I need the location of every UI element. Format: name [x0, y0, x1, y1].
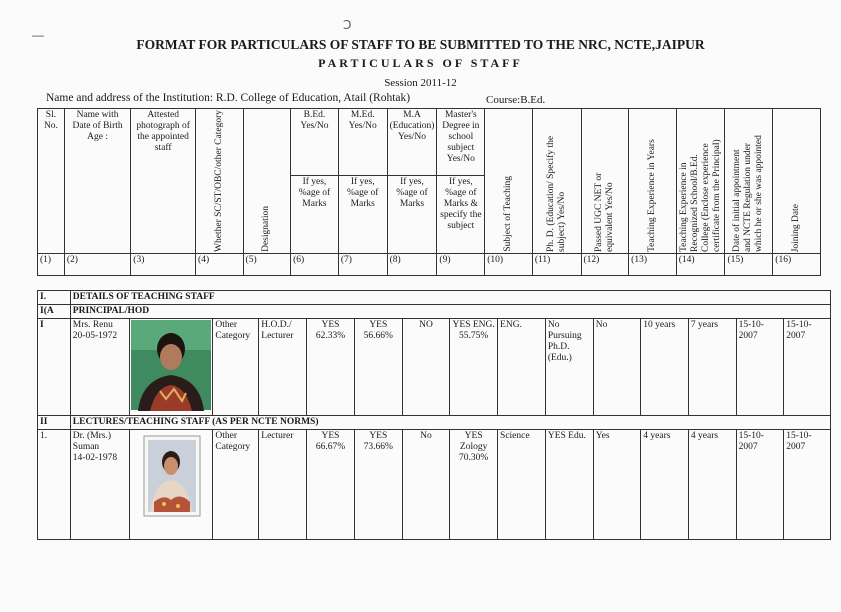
- row-designation: H.O.D./ Lecturer: [259, 318, 307, 415]
- staff-name: Mrs. Renu: [72, 319, 113, 330]
- col-med: M.Ed. Yes/No: [338, 109, 387, 176]
- section-title: DETAILS OF TEACHING STAFF: [70, 291, 830, 305]
- row-med: YES 56.66%: [354, 318, 402, 415]
- col-ma-marks: If yes, %age of Marks: [387, 175, 437, 253]
- col-net: Passed UGC NET or equivalent Yes/No: [581, 109, 629, 254]
- row-masters: YES ENG. 55.75%: [450, 318, 498, 415]
- row-ma: No: [402, 429, 450, 539]
- row-name: [70, 318, 130, 415]
- row-net: No: [593, 318, 641, 415]
- col-number: (16): [773, 253, 821, 275]
- col-category: Whether SC/ST/OBC/other Category: [196, 109, 244, 254]
- col-appointment: Date of initial appointment and NCTE Regulation under which he or she was appointed: [725, 109, 773, 254]
- course-label: Course:B.Ed.: [486, 94, 546, 106]
- row-subject: ENG.: [498, 318, 546, 415]
- row-masters: YES Zology 70.30%: [450, 429, 498, 539]
- staff-photo: [130, 319, 212, 411]
- row-med: YES 73.66%: [354, 429, 402, 539]
- row-joining: 15-10-2007: [784, 429, 831, 539]
- staff-name: Dr. (Mrs.) Suman: [72, 430, 112, 452]
- section-title: PRINCIPAL/HOD: [70, 304, 830, 318]
- section-number: II: [38, 415, 71, 429]
- row-sl: I: [38, 318, 71, 415]
- row-sl: 1.: [38, 429, 71, 539]
- row-joining: 15-10-2007: [784, 318, 831, 415]
- institution-line: [46, 92, 410, 104]
- row-phd: YES Edu.: [545, 429, 593, 539]
- col-number: (11): [532, 253, 581, 275]
- row-ma: NO: [402, 318, 450, 415]
- col-photo: Attested photograph of the appointed staff: [131, 109, 196, 254]
- staff-photo: [130, 430, 212, 520]
- header-table: [37, 108, 821, 276]
- row-appointment: 15-10-2007: [736, 429, 784, 539]
- row-bed: YES 66.67%: [307, 429, 355, 539]
- col-masters: Master's Degree in school subject Yes/No: [437, 109, 485, 176]
- row-net: Yes: [593, 429, 641, 539]
- institution-label: Name and address: [46, 92, 131, 104]
- table-row: [38, 429, 831, 539]
- col-joining: Joining Date: [773, 109, 821, 254]
- col-number: (10): [485, 253, 533, 275]
- table-row: [38, 318, 831, 415]
- staff-dob: 14-02-1978: [72, 452, 118, 463]
- col-number: (14): [676, 253, 725, 275]
- col-number: (7): [338, 253, 387, 275]
- col-number: (3): [131, 253, 196, 275]
- row-photo: [130, 318, 213, 415]
- col-number: (9): [437, 253, 485, 275]
- col-bed-marks: If yes, %age of Marks: [291, 175, 339, 253]
- col-phd: Ph. D. (Education/ Specify the subject) Yes/No: [532, 109, 581, 254]
- row-appointment: 15-10-2007: [736, 318, 784, 415]
- col-number: (8): [387, 253, 437, 275]
- col-number: (12): [581, 253, 629, 275]
- column-numbers-row: [38, 253, 821, 275]
- col-number: (6): [291, 253, 339, 275]
- row-experience: 4 years: [641, 429, 689, 539]
- col-sl: Sl. No.: [38, 109, 65, 254]
- col-subject: Subject of Teaching: [485, 109, 533, 254]
- staff-dob: 20-05-1972: [72, 330, 118, 341]
- form-subtitle: PARTICULARS OF STAFF: [318, 56, 523, 70]
- session-label: Session 2011-12: [384, 77, 457, 89]
- col-ma: M.A (Education) Yes/No: [387, 109, 437, 176]
- row-bed: YES 62.33%: [307, 318, 355, 415]
- form-title: FORMAT FOR PARTICULARS OF STAFF TO BE SUBMITTED TO THE NRC, NCTE,JAIPUR: [136, 37, 705, 52]
- col-med-marks: If yes, %age of Marks: [338, 175, 387, 253]
- institution-value: of the Institution: R.D. College of Education, Atail (Rohtak): [133, 92, 411, 104]
- row-phd: No Pursuing Ph.D. (Edu.): [545, 318, 593, 415]
- section-title: LECTURES/TEACHING STAFF (AS PER NCTE NORMS): [70, 415, 830, 429]
- row-subject: Science: [498, 429, 546, 539]
- col-number: (15): [725, 253, 773, 275]
- col-number: (1): [38, 253, 65, 275]
- section-number: I(A: [38, 304, 71, 318]
- pen-mark: —: [32, 28, 44, 42]
- row-photo: [130, 429, 213, 539]
- col-number: (4): [196, 253, 244, 275]
- col-number: (5): [243, 253, 291, 275]
- row-recognized-experience: 7 years: [688, 318, 736, 415]
- col-masters-marks: If yes, %age of Marks & specify the subject: [437, 175, 485, 253]
- col-number: (2): [64, 253, 130, 275]
- col-experience: Teaching Experience in Years: [629, 109, 677, 254]
- col-designation: Designation: [243, 109, 291, 254]
- col-recognized-experience: Teaching Experience in Recognized School/B.Ed. College (Enclose experience certificate from the Principal): [676, 109, 725, 254]
- row-category: Other Category: [213, 429, 259, 539]
- col-name: Name with Date of Birth Age :: [64, 109, 130, 254]
- staff-table: [37, 290, 831, 540]
- col-number: (13): [629, 253, 677, 275]
- pen-mark: Ↄ: [343, 18, 352, 32]
- row-recognized-experience: 4 years: [688, 429, 736, 539]
- row-experience: 10 years: [641, 318, 689, 415]
- col-bed: B.Ed. Yes/No: [291, 109, 339, 176]
- section-number: I.: [38, 291, 71, 305]
- row-category: Other Category: [213, 318, 259, 415]
- row-name: [70, 429, 130, 539]
- row-designation: Lecturer: [259, 429, 307, 539]
